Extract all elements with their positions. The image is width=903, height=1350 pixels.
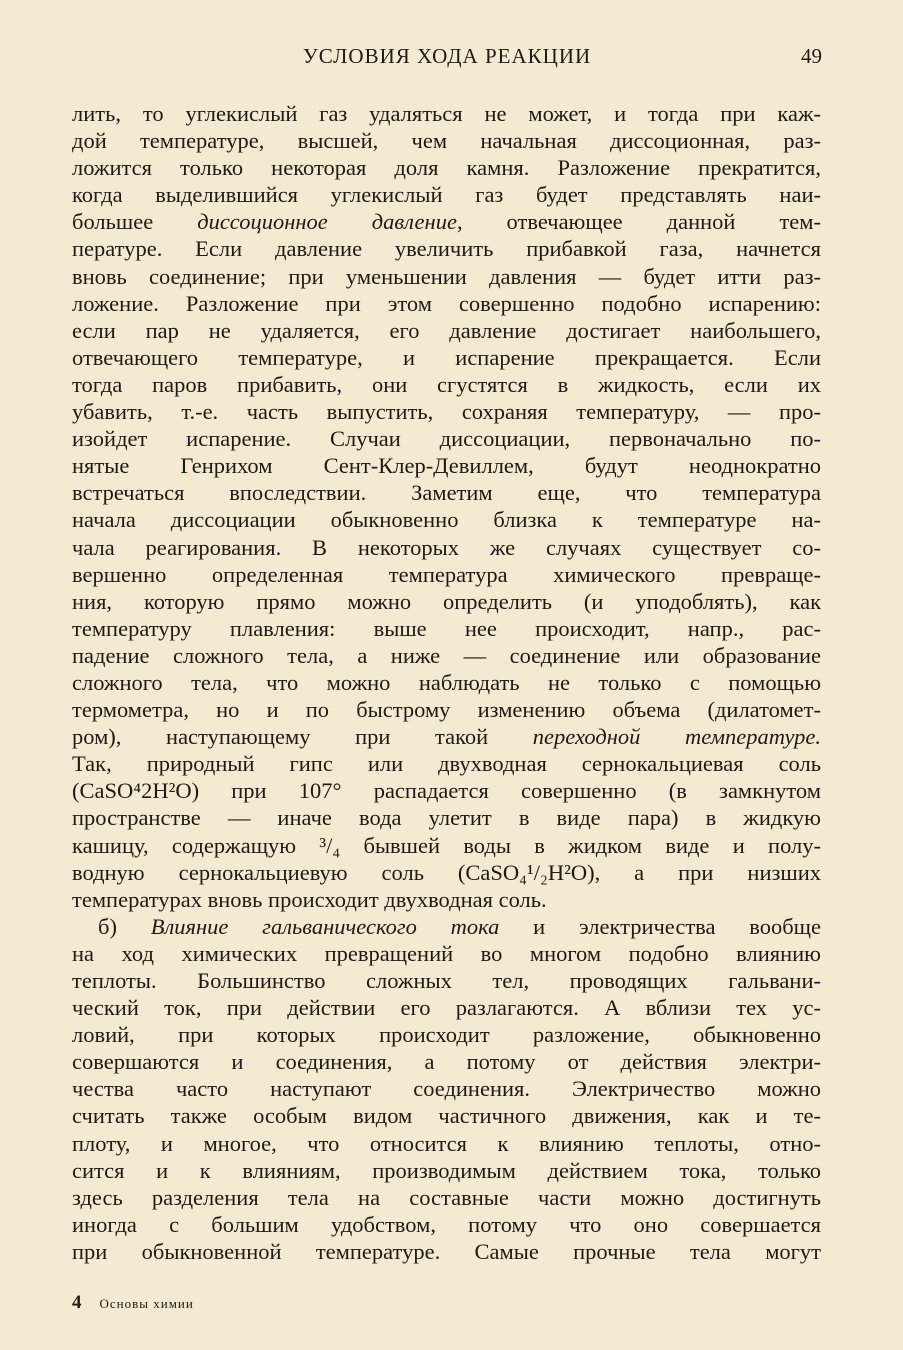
italic-term: Влияние гальванического тока <box>150 913 500 939</box>
page-header <box>72 44 822 74</box>
text-line: чества часто наступают соединения. Электричество можно <box>72 1076 821 1102</box>
text-line: водную сернокальциевую соль (CaSO₄¹/₂H²O), а при низших <box>72 859 821 885</box>
italic-term: диссоционное давление <box>197 209 457 235</box>
text-line: ческий ток, при действии его разлагаются. А вблизи тех ус- <box>72 995 821 1021</box>
text-line: когда выделившийся углекислый газ будет представлять наи- <box>72 182 821 208</box>
text-line: встречаться впоследствии. Заметим еще, что температура <box>72 480 821 506</box>
text-line: дой температуре, высшей, чем начальная диссоционная, раз- <box>72 128 821 154</box>
text-line: ложится только некоторая доля камня. Разложение прекратится, <box>72 155 821 181</box>
text-line: термометра, но и по быстрому изменению объема (дилатомет- <box>72 697 821 723</box>
text-line: ния, которую прямо можно определить (и уподоблять), как <box>72 588 821 614</box>
text-line: здесь разделения тела на составные части можно достигнуть <box>72 1184 821 1210</box>
text-line: вновь соединение; при уменьшении давления — будет итти раз- <box>72 263 821 289</box>
text-line: б) Влияние гальванического тока и электричества вообще <box>98 913 821 939</box>
page-footer <box>72 1292 472 1316</box>
text-line: большее диссоционное давление, отвечающее данной тем- <box>72 209 821 235</box>
text-line: ловий, при которых происходит разложение, обыкновенно <box>72 1022 821 1048</box>
signature-title: Основы химии <box>99 1296 194 1311</box>
text-line: на ход химических превращений во многом подобно влиянию <box>72 940 821 966</box>
text-line: (CaSO⁴2H²O) при 107° распадается совершенно (в замкнутом <box>72 778 821 804</box>
text-line: пространстве — иначе вода улетит в виде пара) в жидкую <box>72 805 821 831</box>
text-line: теплоты. Большинство сложных тел, проводящих гальвани- <box>72 968 821 993</box>
running-title: УСЛОВИЯ ХОДА РЕАКЦИИ <box>302 44 592 68</box>
text-line: считать также особым видом частичного движения, как и те- <box>72 1103 821 1129</box>
text-line: нятые Генрихом Сент-Клер-Девиллем, будут неоднократно <box>72 453 821 479</box>
italic-term: переходной температуре. <box>532 724 821 750</box>
text-line: кашицу, содержащую ³/₄ бывшей воды в жидком виде и полу- <box>72 832 821 858</box>
text-line: чала реагирования. В некоторых же случаях существует со- <box>72 534 821 560</box>
text-line: отвечающего температуре, и испарение прекращается. Если <box>72 344 821 370</box>
text-line: плоту, и многое, что относится к влиянию теплоты, отно- <box>72 1130 821 1156</box>
text-line: иногда с большим удобством, потому что оно совершается <box>72 1211 821 1237</box>
text-line: при обыкновенной температуре. Самые прочные тела могут <box>72 1238 821 1264</box>
text-line: начала диссоциации обыкновенно близка к температуре на- <box>72 507 821 533</box>
text-line: убавить, т.-е. часть выпустить, сохраняя температуру, — про- <box>72 399 821 425</box>
text-line: температуру плавления: выше нее происходит, напр., рас- <box>72 615 821 641</box>
text-line: сится и к влияниям, производимым действием тока, только <box>72 1157 821 1183</box>
signature-number: 4 <box>72 1292 82 1313</box>
text-line: если пар не удаляется, его давление достигает наибольшего, <box>72 317 821 343</box>
text-line: ром), наступающему при такой переходной температуре. <box>72 724 821 750</box>
text-line: лить, то углекислый газ удаляться не может, и тогда при каж- <box>72 101 821 126</box>
text-line: падение сложного тела, а ниже — соединение или образование <box>72 642 821 668</box>
body-text <box>72 100 821 1265</box>
page-number: 49 <box>801 44 822 68</box>
text-line: вершенно определенная температура химического превраще- <box>72 561 821 587</box>
text-line: ложение. Разложение при этом совершенно подобно испарению: <box>72 290 821 316</box>
text-line: совершаются и соединения, а потому от действия электри- <box>72 1049 821 1075</box>
text-line: сложного тела, что можно наблюдать не только с помощью <box>72 669 821 695</box>
text-line: тогда паров прибавить, они сгустятся в жидкость, если их <box>72 371 821 397</box>
text-line: пературе. Если давление увеличить прибавкой газа, начнется <box>72 236 821 262</box>
text-line: Так, природный гипс или двухводная сернокальциевая соль <box>72 751 821 777</box>
text-line: изойдет испарение. Случаи диссоциации, первоначально по- <box>72 426 821 452</box>
text-line: температурах вновь происходит двухводная соль. <box>72 886 547 912</box>
